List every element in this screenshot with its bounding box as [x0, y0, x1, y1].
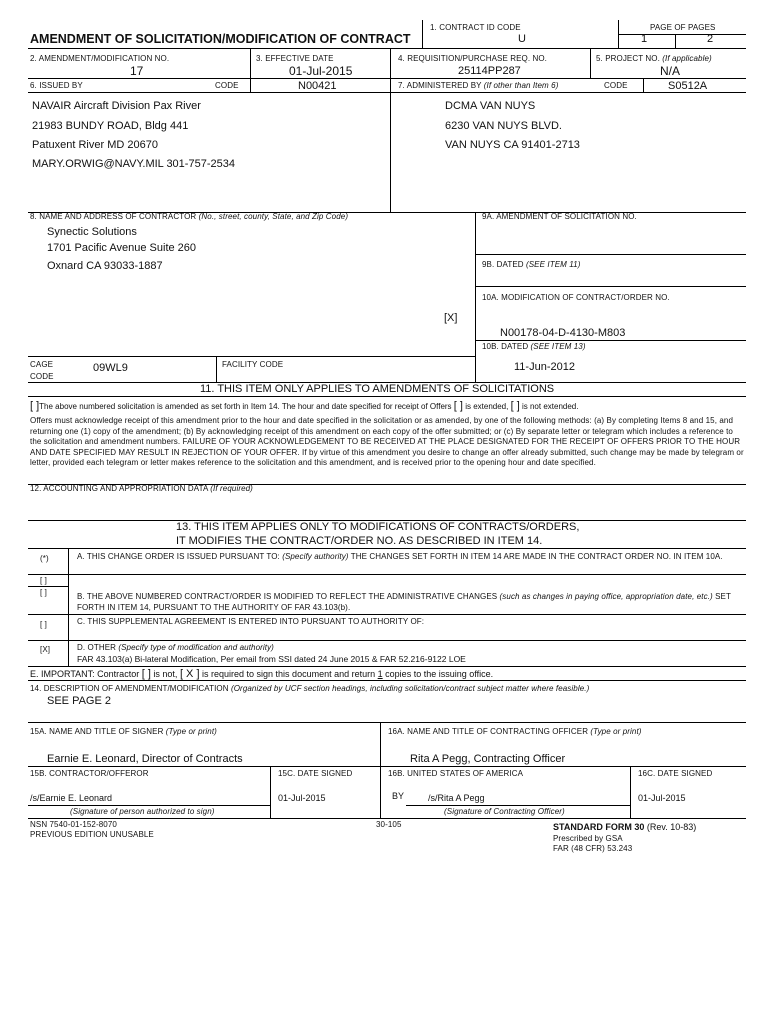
item10a-label: 10A. MODIFICATION OF CONTRACT/ORDER NO. [482, 293, 670, 302]
contract-id-label: 1. CONTRACT ID CODE [430, 23, 521, 32]
issued-by-code-label: CODE [215, 81, 239, 90]
item12-label: 12. ACCOUNTING AND APPROPRIATION DATA (If required) [30, 484, 253, 493]
rule [28, 722, 746, 723]
item10b-value: 11-Jun-2012 [514, 361, 575, 373]
issuer-line: MARY.ORWIG@NAVY.MIL 301-757-2534 [32, 158, 235, 170]
rule [475, 340, 746, 341]
form-title: AMENDMENT OF SOLICITATION/MODIFICATION OF CONTRACT [30, 32, 411, 46]
issued-by-label: 6. ISSUED BY [30, 81, 83, 90]
rule [28, 680, 746, 681]
item13d-text: D. OTHER (Specify type of modification and authority) [77, 643, 274, 652]
rule [270, 766, 271, 818]
footer-previous: PREVIOUS EDITION UNUSABLE [30, 830, 154, 839]
item15c-value: 01-Jul-2015 [278, 793, 326, 803]
item13-heading: 13. THIS ITEM APPLIES ONLY TO MODIFICATIONS OF CONTRACTS/ORDERS, [176, 521, 580, 533]
page-current: 1 [641, 33, 648, 45]
item14-label: 14. DESCRIPTION OF AMENDMENT/MODIFICATION (Organized by UCF section headings, including solicitation/contract subject matter where feasible.) [30, 684, 590, 693]
item15b-value: /s/Earnie E. Leonard [30, 793, 113, 803]
rule [380, 722, 381, 818]
facility-code-label: FACILITY CODE [222, 360, 284, 369]
rule [590, 48, 591, 78]
rule [422, 20, 423, 48]
rule [630, 766, 631, 818]
item13b-text: B. THE ABOVE NUMBERED CONTRACT/ORDER IS MODIFIED TO REFLECT THE ADMINISTRATIVE CHANGES (such as changes in paying office, appropriation date, etc.) SET FORTH IN ITEM 14, PURSUANT TO THE AUTHORITY OF FAR 43.103(b). [77, 592, 731, 612]
footer-code: 30-105 [376, 820, 402, 829]
rule [250, 78, 251, 92]
rule [28, 640, 746, 641]
issued-by-code-value: N00421 [298, 80, 337, 92]
rule [390, 48, 391, 212]
issuer-line: Patuxent River MD 20670 [32, 139, 158, 151]
item-e-line: E. IMPORTANT: Contractor [ ] is not, [ X ] is required to sign this document and return 1 copies to the issuing office. [30, 668, 494, 680]
page-total: 2 [707, 33, 714, 45]
project-no-label: 5. PROJECT NO. (If applicable) [596, 54, 712, 63]
item10b-label: 10B. DATED (SEE ITEM 13) [482, 342, 586, 351]
rule [475, 212, 476, 382]
effective-date-label: 3. EFFECTIVE DATE [256, 54, 334, 63]
footer-form: STANDARD FORM 30 (Rev. 10-83) [553, 822, 697, 832]
item9b-label: 9B. DATED (SEE ITEM 11) [482, 260, 581, 269]
item13a-text: A. THIS CHANGE ORDER IS ISSUED PURSUANT TO: (Specify authority) THE CHANGES SET FORTH IN ITEM 14 ARE MADE IN THE CONTRACT ORDER NO. IN ITEM 10A. [77, 552, 723, 561]
item16b-value: /s/Rita A Pegg [428, 793, 485, 803]
item10a-check: [X] [444, 312, 458, 324]
footer-nsn: NSN 7540-01-152-8070 [30, 820, 117, 829]
contractor-line: Oxnard CA 93033-1887 [47, 260, 163, 272]
amendment-no-label: 2. AMENDMENT/MODIFICATION NO. [30, 54, 170, 63]
item15b-caption: (Signature of person authorized to sign) [70, 807, 215, 816]
contract-id-value: U [518, 33, 526, 45]
project-no-value: N/A [660, 64, 681, 78]
issuer-line: 21983 BUNDY ROAD, Bldg 441 [32, 120, 189, 132]
cage-value: 09WL9 [93, 362, 128, 374]
rule [28, 48, 746, 49]
extended-bracket: [ ] [510, 400, 520, 412]
item15a-label: 15A. NAME AND TITLE OF SIGNER (Type or print) [30, 727, 217, 736]
requisition-label: 4. REQUISITION/PURCHASE REQ. NO. [398, 54, 548, 63]
admin-line: DCMA VAN NUYS [445, 100, 536, 112]
administered-by-code-label: CODE [604, 81, 628, 90]
item16a-value: Rita A Pegg, Contracting Officer [410, 753, 566, 765]
cage-label: CODE [30, 372, 54, 381]
contractor-line: 1701 Pacific Avenue Suite 260 [47, 242, 197, 254]
item13b-mark: [ ] [40, 588, 47, 597]
amendment-no-value: 17 [130, 64, 144, 78]
requisition-value: 25114PP287 [458, 65, 521, 77]
rule [28, 548, 746, 549]
contractor-label: 8. NAME AND ADDRESS OF CONTRACTOR (No., street, county, State, and Zip Code) [30, 212, 349, 221]
rule [618, 34, 746, 35]
item16c-label: 16C. DATE SIGNED [638, 769, 713, 778]
item9a-label: 9A. AMENDMENT OF SOLICITATION NO. [482, 212, 637, 221]
item-e-copies: 1 [377, 669, 383, 679]
item16b-label: 16B. UNITED STATES OF AMERICA [388, 769, 524, 778]
footer-far: FAR (48 CFR) 53.243 [553, 844, 633, 853]
item11-first-line: [ ]The above numbered solicitation is amended as set forth in Item 14. The hour and date specified for receipt of Offers [ ] is extended, [ ] is not extended. [30, 400, 579, 412]
rule [28, 574, 746, 575]
admin-line: VAN NUYS CA 91401-2713 [445, 139, 580, 151]
item13d-mark: [X] [40, 645, 51, 654]
rule [28, 818, 746, 819]
rule [68, 548, 69, 666]
item-e-not-checkbox: [ ] [141, 668, 151, 680]
rule [216, 356, 217, 382]
rule [28, 396, 746, 397]
rule [28, 78, 746, 79]
item10a-value: N00178-04-D-4130-M803 [500, 327, 626, 339]
item13-heading: IT MODIFIES THE CONTRACT/ORDER NO. AS DESCRIBED IN ITEM 14. [176, 535, 543, 547]
item11-body: Offers must acknowledge receipt of this amendment prior to the hour and date specified in the solicitation or as amended, by one of the following methods: (a) By completing Items 8 and 15, and returning one (1) copy of the amendment; (b) By acknowledging receipt of this amendment on each copy of the offer submitted; or (c) By separate letter or telegram which includes a reference to the solicitation and amendment numbers. FAILURE OF YOUR ACKNOWLEDGEMENT TO BE RECEIVED AT THE PLACE DESIGNATED FOR THE RECEIPT OF OFFERS PRIOR TO THE HOUR AND DATE SPECIFIED MAY RESULT IN REJECTION OF YOUR OFFER. If by virtue of this amendment you desire to change an offer already submitted, such change may be made by telegram or letter, provided each telegram or letter makes reference to the solicitation and this amendment, and is received prior to the opening hour and date specified. [30, 416, 744, 467]
rule [28, 766, 746, 767]
effective-date-value: 01-Jul-2015 [289, 64, 353, 78]
cage-label: CAGE [30, 360, 54, 369]
item16b-caption: (Signature of Contracting Officer) [444, 807, 565, 816]
footer-gsa: Prescribed by GSA [553, 834, 623, 843]
rule [28, 614, 746, 615]
item13c-text: C. THIS SUPPLEMENTAL AGREEMENT IS ENTERED INTO PURSUANT TO AUTHORITY OF: [77, 617, 425, 626]
administered-by-code-value: S0512A [668, 80, 708, 92]
offers-bracket: [ ] [453, 400, 463, 412]
item13-blank-mark: [ ] [40, 576, 47, 585]
page-of-pages-label: PAGE OF PAGES [650, 23, 716, 32]
item15b-label: 15B. CONTRACTOR/OFFEROR [30, 769, 149, 778]
item13a-mark: (*) [40, 554, 49, 563]
item16a-label: 16A. NAME AND TITLE OF CONTRACTING OFFICER (Type or print) [388, 727, 642, 736]
rule [28, 356, 475, 357]
administered-by-label: 7. ADMINISTERED BY (If other than Item 6) [398, 81, 559, 90]
contractor-line: Synectic Solutions [47, 226, 137, 238]
item14-value: SEE PAGE 2 [47, 695, 111, 707]
rule [28, 666, 746, 667]
item11-checkbox: [ ] [30, 400, 40, 412]
admin-line: 6230 VAN NUYS BLVD. [445, 120, 562, 132]
rule [475, 286, 746, 287]
item15c-label: 15C. DATE SIGNED [278, 769, 353, 778]
rule [28, 92, 746, 93]
issuer-line: NAVAIR Aircraft Division Pax River [32, 100, 201, 112]
rule [675, 34, 676, 48]
item11-heading: 11. THIS ITEM ONLY APPLIES TO AMENDMENTS OF SOLICITATIONS [200, 383, 555, 395]
item13d-value: FAR 43.103(a) Bi-lateral Modification, Per email from SSI dated 24 June 2015 & FAR 52.216-9122 LOE [77, 654, 466, 664]
signature-line [406, 805, 630, 806]
item13c-mark: [ ] [40, 620, 47, 629]
item-e-required-checkbox: [ X ] [179, 668, 200, 680]
item15a-value: Earnie E. Leonard, Director of Contracts [47, 753, 243, 765]
rule [28, 586, 68, 587]
rule [643, 78, 644, 92]
rule [475, 254, 746, 255]
signature-line [28, 805, 270, 806]
rule [250, 48, 251, 78]
by-label: BY [392, 791, 405, 801]
item16c-value: 01-Jul-2015 [638, 793, 686, 803]
